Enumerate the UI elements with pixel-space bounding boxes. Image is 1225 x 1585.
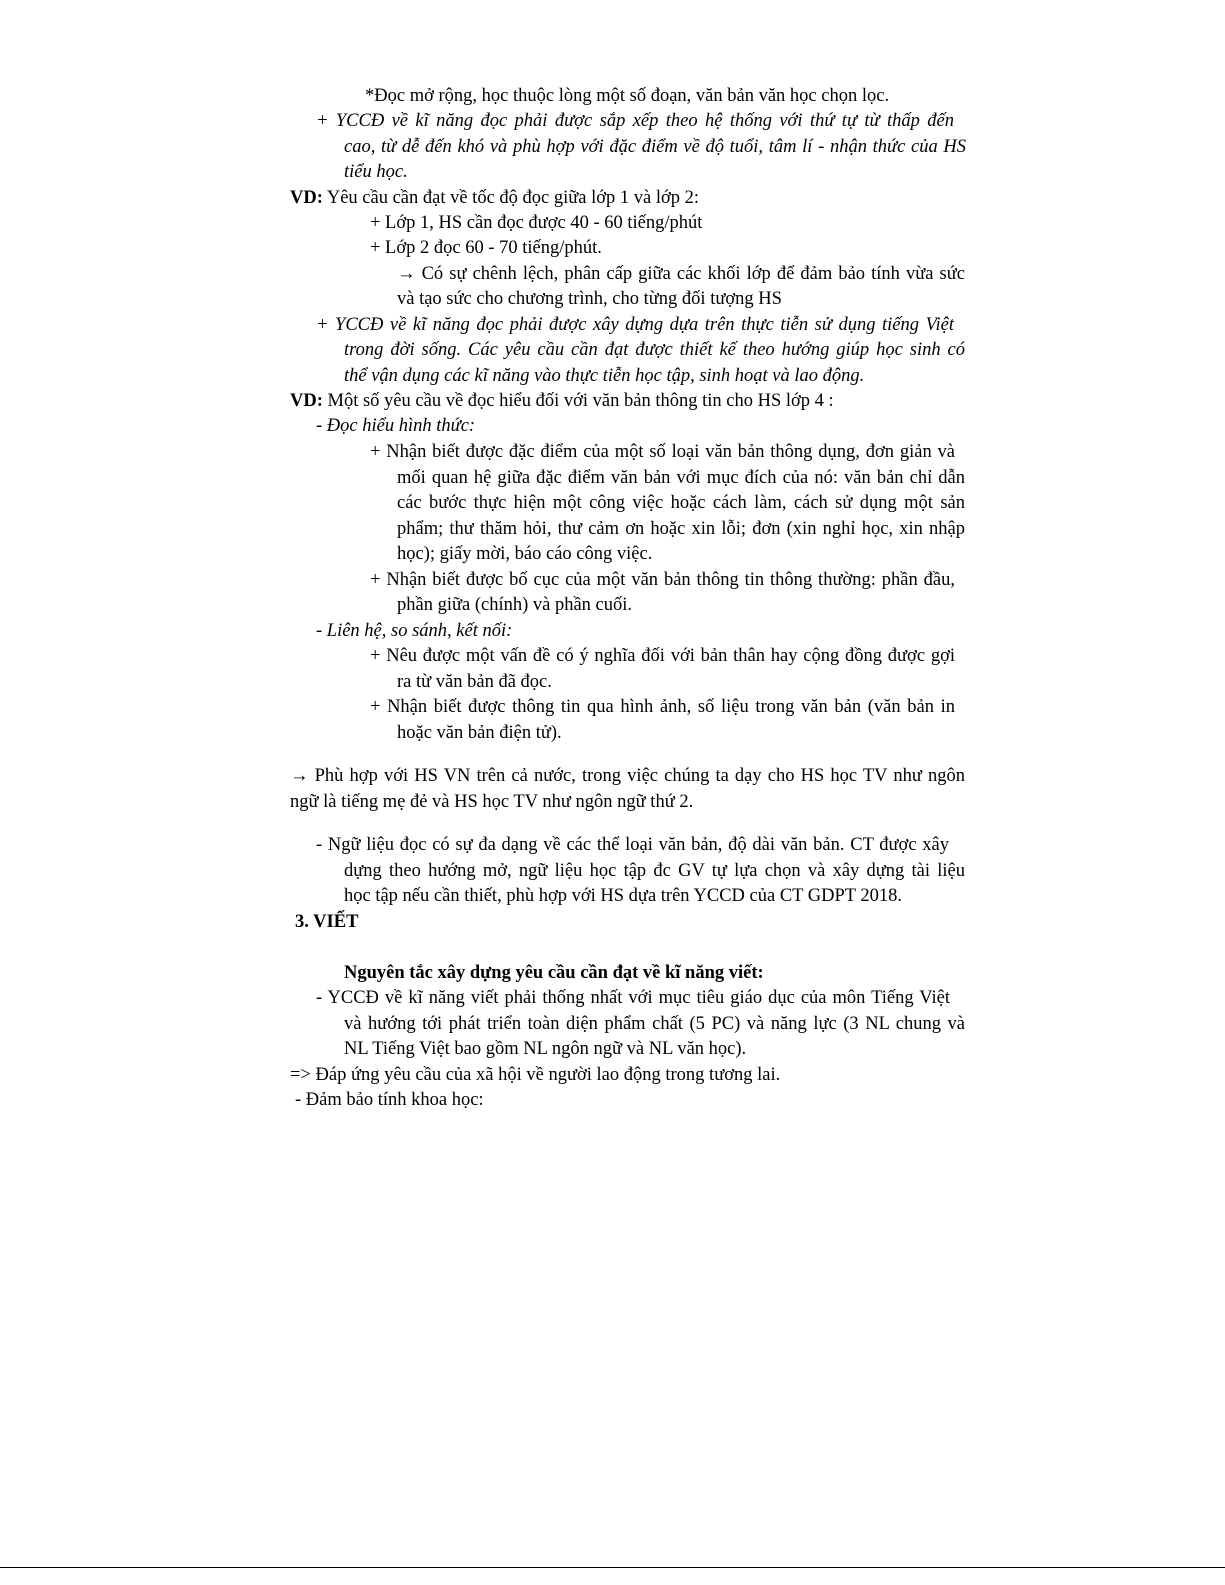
paragraph-line: thể vận dụng các kĩ năng vào thực tiễn học tập, sinh hoạt và lao động. [344, 366, 865, 386]
paragraph-line: hoặc văn bản điện tử). [397, 723, 562, 743]
paragraph-line: + Lớp 2 đọc 60 - 70 tiếng/phút. [370, 238, 602, 258]
paragraph-line: => Đáp ứng yêu cầu của xã hội về người lao động trong tương lai. [290, 1065, 781, 1085]
example-text: Yêu cầu cần đạt về tốc độ đọc giữa lớp 1 và lớp 2: [322, 188, 700, 208]
paragraph-line: → Phù hợp với HS VN trên cả nước, trong việc chúng ta dạy cho HS học TV như ngôn [290, 766, 965, 786]
paragraph-line: *Đọc mở rộng, học thuộc lòng một số đoạn, văn bản văn học chọn lọc. [365, 86, 890, 106]
paragraph-line: ngữ là tiếng mẹ đẻ và HS học TV như ngôn ngữ thứ 2. [290, 792, 694, 812]
paragraph-line: - Đảm bảo tính khoa học: [295, 1090, 484, 1110]
paragraph-line: + YCCĐ về kĩ năng đọc phải được xây dựng dựa trên thực tiễn sử dụng tiếng Việt [316, 315, 954, 335]
page-bottom-rule [0, 1567, 1225, 1568]
section-subheading: Nguyên tắc xây dựng yêu cầu cần đạt về kĩ năng viết: [344, 963, 764, 983]
paragraph-line: + Nêu được một vấn đề có ý nghĩa đối với bản thân hay cộng đồng được gợi [370, 646, 955, 666]
paragraph-line: học); giấy mời, báo cáo công việc. [397, 544, 653, 564]
paragraph-line: - Ngữ liệu đọc có sự đa dạng về các thể loại văn bản, độ dài văn bản. CT được xây [316, 835, 949, 855]
paragraph-line: + Nhận biết được thông tin qua hình ảnh, số liệu trong văn bản (văn bản in [370, 697, 955, 717]
section-heading: 3. VIẾT [295, 912, 359, 932]
paragraph-line: + Nhận biết được đặc điểm của một số loại văn bản thông dụng, đơn giản và [370, 442, 955, 462]
paragraph-line: + Nhận biết được bố cục của một văn bản thông tin thông thường: phần đầu, [370, 570, 955, 590]
subheading: - Liên hệ, so sánh, kết nối: [316, 621, 513, 641]
example-text: Một số yêu cầu về đọc hiểu đối với văn bản thông tin cho HS lớp 4 : [322, 391, 834, 411]
example-line [290, 186, 699, 210]
paragraph-line: + YCCĐ về kĩ năng đọc phải được sắp xếp theo hệ thống với thứ tự từ thấp đến [316, 111, 954, 131]
paragraph-line: → Có sự chênh lệch, phân cấp giữa các khối lớp để đảm bảo tính vừa sức [397, 264, 965, 284]
paragraph-line: NL Tiếng Việt bao gồm NL ngôn ngữ và NL văn học). [344, 1039, 747, 1059]
example-line [290, 389, 834, 413]
example-label: VD: [290, 391, 323, 411]
paragraph-line: dựng theo hướng mở, ngữ liệu học tập đc GV tự lựa chọn và xây dựng tài liệu [344, 861, 965, 881]
subheading: - Đọc hiểu hình thức: [316, 416, 476, 436]
paragraph-line: các bước thực hiện một công việc hoặc cách làm, cách sử dụng một sản [397, 493, 965, 513]
paragraph-line: - YCCĐ về kĩ năng viết phải thống nhất với mục tiêu giáo dục của môn Tiếng Việt [316, 988, 950, 1008]
paragraph-line: mối quan hệ giữa đặc điểm văn bản với mục đích của nó: văn bản chỉ dẫn [397, 468, 965, 488]
paragraph-line: ra từ văn bản đã đọc. [397, 672, 552, 692]
paragraph-line: + Lớp 1, HS cần đọc được 40 - 60 tiếng/phút [370, 213, 703, 233]
paragraph-line: tiểu học. [344, 162, 408, 182]
paragraph-line: học tập nếu cần thiết, phù hợp với HS dựa trên YCCD của CT GDPT 2018. [344, 886, 902, 906]
example-label: VD: [290, 188, 323, 208]
paragraph-line: phẩm; thư thăm hỏi, thư cảm ơn hoặc xin lỗi; đơn (xin nghỉ học, xin nhập [397, 519, 965, 539]
paragraph-line: phần giữa (chính) và phần cuối. [397, 595, 633, 615]
paragraph-line: và hướng tới phát triển toàn diện phẩm chất (5 PC) và năng lực (3 NL chung và [344, 1014, 965, 1034]
paragraph-line: cao, từ dễ đến khó và phù hợp với đặc điểm về độ tuổi, tâm lí - nhận thức của HS [344, 137, 966, 157]
paragraph-line: trong đời sống. Các yêu cầu cần đạt được thiết kế theo hướng giúp học sinh có [344, 340, 965, 360]
paragraph-line: và tạo sức cho chương trình, cho từng đối tượng HS [397, 289, 782, 309]
